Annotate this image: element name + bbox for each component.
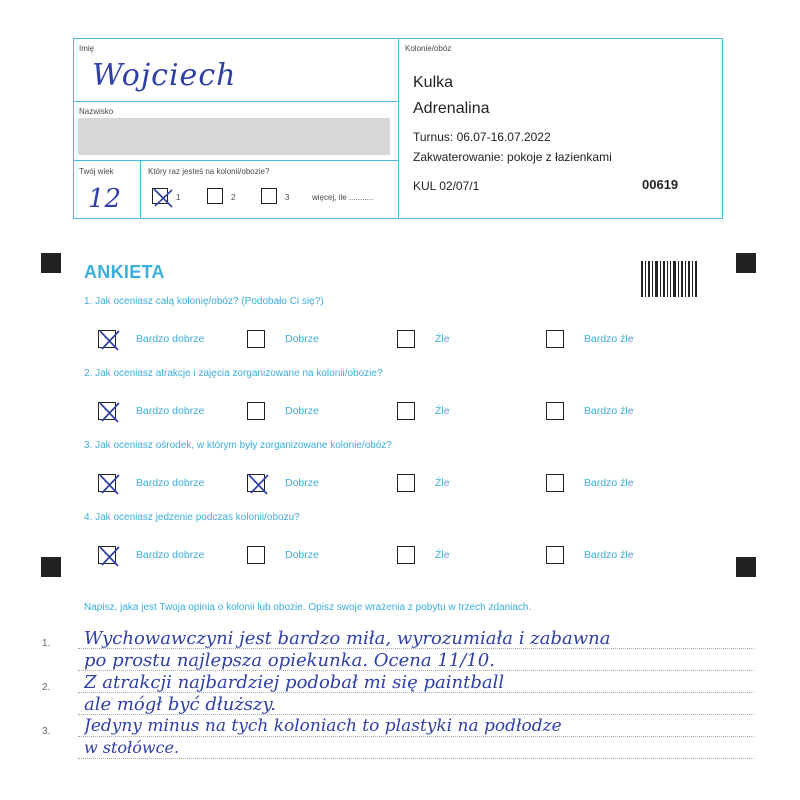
question-4-option-bardzo-zle: Bardzo źle (584, 549, 634, 561)
opinion-line-1[interactable]: Wychowawczyni jest bardzo miła, wyrozumiała i zabawna (84, 628, 611, 649)
question-2-option-bardzo-dobrze: Bardzo dobrze (136, 405, 205, 417)
header-divider-vertical (398, 38, 399, 219)
opinion-line-2[interactable]: po prostu najlepsza opiekunka. Ocena 11/10. (84, 650, 495, 671)
question-2-checkbox-zle[interactable] (397, 402, 415, 420)
ktory-raz-checkbox-2[interactable] (207, 188, 223, 204)
question-2-option-bardzo-zle: Bardzo źle (584, 405, 634, 417)
corner-marker-top-right (736, 253, 756, 273)
check-mark-icon (97, 472, 121, 496)
survey-title: ANKIETA (84, 262, 165, 282)
question-4-checkbox-bardzo-zle[interactable] (546, 546, 564, 564)
ktory-raz-label: Który raz jesteś na kolonii/obozie? (148, 167, 270, 176)
question-4-text: 4. Jak oceniasz jedzenie podczas kolonii/obozu? (84, 512, 300, 523)
check-mark-icon (97, 400, 121, 424)
question-1-text: 1. Jak oceniasz całą kolonię/obóz? (Podobało Ci się?) (84, 296, 324, 307)
question-3-option-bardzo-dobrze: Bardzo dobrze (136, 477, 205, 489)
question-3-text: 3. Jak oceniasz ośrodek, w którym były zorganizowane kolonie/obóz? (84, 440, 392, 451)
header-divider-2 (73, 160, 398, 161)
question-1-option-bardzo-zle: Bardzo źle (584, 333, 634, 345)
ktory-raz-checkbox-1[interactable] (152, 188, 168, 204)
question-3-checkbox-dobrze[interactable] (247, 474, 265, 492)
question-4-checkbox-dobrze[interactable] (247, 546, 265, 564)
question-2-checkbox-dobrze[interactable] (247, 402, 265, 420)
question-1-checkbox-zle[interactable] (397, 330, 415, 348)
check-mark-icon (97, 544, 121, 568)
question-1-checkbox-bardzo-dobrze[interactable] (98, 330, 116, 348)
kolonie-name: Kulka (413, 74, 454, 91)
question-3-checkbox-bardzo-dobrze[interactable] (98, 474, 116, 492)
question-3-option-zle: Źle (435, 477, 450, 489)
header-divider-age (140, 160, 141, 219)
question-3-checkbox-zle[interactable] (397, 474, 415, 492)
question-1-option-zle: Źle (435, 333, 450, 345)
check-mark-icon (246, 472, 270, 496)
corner-marker-bottom-right (736, 557, 756, 577)
line-number: 2. (42, 682, 51, 693)
header-divider-1 (73, 101, 398, 102)
question-4-checkbox-zle[interactable] (397, 546, 415, 564)
imie-label: Imię (79, 44, 95, 53)
ktory-raz-option-1: 1 (176, 193, 181, 202)
line-number: 3. (42, 726, 51, 737)
form-number: 00619 (642, 177, 679, 192)
question-1-checkbox-dobrze[interactable] (247, 330, 265, 348)
question-4-option-bardzo-dobrze: Bardzo dobrze (136, 549, 205, 561)
question-2-option-dobrze: Dobrze (285, 405, 319, 417)
opinion-line-5[interactable]: Jedyny minus na tych koloniach to plastyki na podłodze (84, 716, 562, 736)
writing-line (78, 758, 754, 759)
nazwisko-redacted-field[interactable] (78, 118, 390, 155)
question-1-option-bardzo-dobrze: Bardzo dobrze (136, 333, 205, 345)
question-1-option-dobrze: Dobrze (285, 333, 319, 345)
ktory-raz-option-2: 2 (231, 193, 236, 202)
question-3-option-bardzo-zle: Bardzo źle (584, 477, 634, 489)
wiek-value[interactable]: 12 (88, 184, 122, 214)
question-3-option-dobrze: Dobrze (285, 477, 319, 489)
turnus: Turnus: 06.07-16.07.2022 (413, 130, 551, 144)
ktory-raz-option-3: 3 (285, 193, 290, 202)
corner-marker-top-left (41, 253, 61, 273)
question-4-option-dobrze: Dobrze (285, 549, 319, 561)
line-number: 1. (42, 638, 51, 649)
barcode-icon (641, 261, 697, 297)
question-2-text: 2. Jak oceniasz atrakcje i zajęcia zorganizowane na kolonii/obozie? (84, 368, 383, 379)
question-2-option-zle: Źle (435, 405, 450, 417)
form-code: KUL 02/07/1 (413, 179, 480, 193)
wiek-label: Twój wiek (79, 167, 114, 176)
writing-line (78, 736, 754, 737)
question-4-checkbox-bardzo-dobrze[interactable] (98, 546, 116, 564)
wiecej-label[interactable]: więcej, ile ........... (312, 193, 374, 202)
question-1-checkbox-bardzo-zle[interactable] (546, 330, 564, 348)
kolonie-label: Kolonie/obóz (405, 44, 452, 53)
question-4-option-zle: Źle (435, 549, 450, 561)
check-mark-icon (97, 328, 121, 352)
opinion-prompt: Napisz, jaka jest Twoja opinia o kolonii lub obozie. Opisz swoje wrażenia z pobytu w trzech zdaniach. (84, 602, 532, 613)
corner-marker-bottom-left (41, 557, 61, 577)
opinion-line-6[interactable]: w stołówce. (84, 738, 180, 757)
zakwaterowanie: Zakwaterowanie: pokoje z łazienkami (413, 150, 612, 164)
question-2-checkbox-bardzo-dobrze[interactable] (98, 402, 116, 420)
check-mark-icon (151, 186, 175, 210)
question-2-checkbox-bardzo-zle[interactable] (546, 402, 564, 420)
ktory-raz-checkbox-3[interactable] (261, 188, 277, 204)
opinion-line-3[interactable]: Z atrakcji najbardziej podobał mi się paintball (84, 672, 505, 693)
imie-value[interactable]: Wojciech (92, 58, 237, 93)
question-3-checkbox-bardzo-zle[interactable] (546, 474, 564, 492)
nazwisko-label: Nazwisko (79, 107, 114, 116)
opinion-line-4[interactable]: ale mógł być dłuższy. (84, 694, 276, 715)
kolonie-sub: Adrenalina (413, 100, 490, 117)
